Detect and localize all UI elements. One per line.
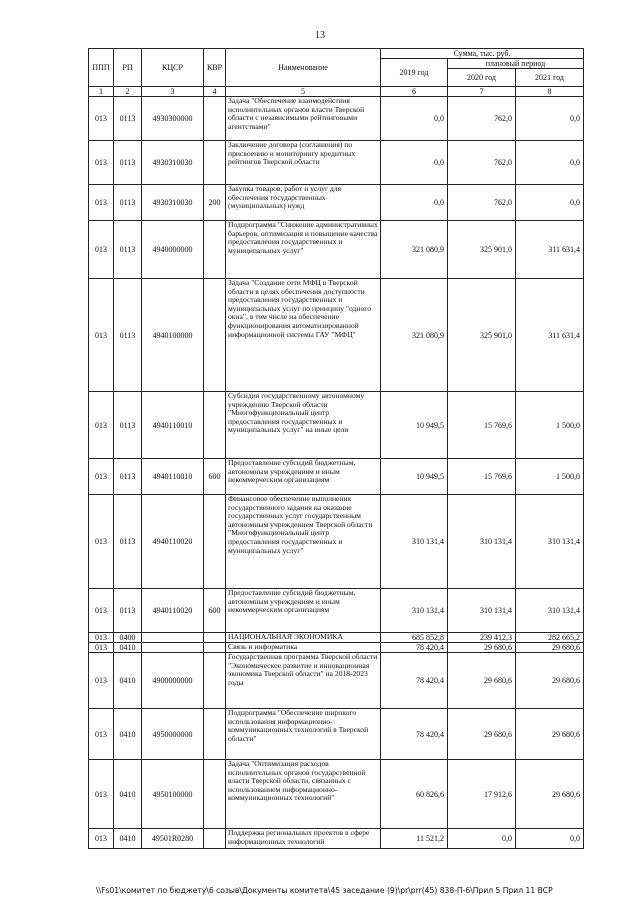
cell-name: Подпрограмма "Снижение административных барьеров, оптимизация и повышение качества предоставления государственных и муниципальных услуг"	[226, 221, 381, 279]
cell-rp: 0113	[114, 97, 142, 141]
cell-v2019: 0,0	[381, 97, 448, 141]
table-row	[89, 495, 584, 589]
table-row	[89, 643, 584, 653]
cell-ppp: 013	[89, 279, 114, 392]
col-plan-period: плановый период	[448, 59, 584, 69]
col-sum: Сумма, тыс. руб.	[381, 49, 584, 59]
cell-kvr	[204, 633, 226, 643]
table-body	[89, 97, 584, 849]
cell-name: Заключение договора (соглашения) по присвоению и мониторингу кредитных рейтингов Тверской области	[226, 141, 381, 185]
cell-kvr	[204, 709, 226, 760]
footer-file-path: \\Fs01\комитет по бюджету\6 созыв\Документы комитета\45 заседание (9)\pr\prr(45) 838-П-6\Прил 5 Прил 11 ВСР	[96, 886, 553, 895]
cell-ppp: 013	[89, 97, 114, 141]
index-cell: 2	[114, 87, 142, 97]
cell-kcsr: 4940110020	[142, 589, 204, 633]
cell-name: Финансовое обеспечение выполнения государственного задания на оказание государственных услуг государственным автономным учреждением Тверской области "Многофункциональный центр предоставления государственных и муниципальных услуг"	[226, 495, 381, 589]
cell-kvr	[204, 760, 226, 829]
cell-kcsr: 4930310030	[142, 185, 204, 221]
table-row	[89, 709, 584, 760]
cell-v2019: 11 521,2	[381, 829, 448, 849]
cell-v2020: 15 769,6	[448, 459, 516, 495]
cell-v2020: 15 769,6	[448, 392, 516, 459]
cell-kcsr: 49501R0280	[142, 829, 204, 849]
cell-v2021: 0,0	[516, 185, 584, 221]
cell-v2019: 60 826,6	[381, 760, 448, 829]
col-kcsr: КЦСР	[142, 49, 204, 87]
cell-v2020: 325 901,0	[448, 279, 516, 392]
cell-name: Поддержка региональных проектов в сфере информационных технологий	[226, 829, 381, 849]
cell-v2020: 762,0	[448, 185, 516, 221]
cell-name: Закупка товаров, работ и услуг для обеспечения государственных (муниципальных) нужд	[226, 185, 381, 221]
cell-kcsr: 4930310030	[142, 141, 204, 185]
cell-kcsr: 4950000000	[142, 709, 204, 760]
cell-ppp: 013	[89, 643, 114, 653]
cell-kvr	[204, 392, 226, 459]
cell-v2020: 310 131,4	[448, 495, 516, 589]
cell-name: Задача "Создание сети МФЦ в Тверской области в целях обеспечения доступности предоставления государственных и муниципальных услуг по принципу "одного окна", в том числе на обеспечение функционирования автоматизированной информационной системы ГАУ "МФЦ"	[226, 279, 381, 392]
table-row	[89, 459, 584, 495]
index-cell: 8	[516, 87, 584, 97]
cell-kcsr	[142, 643, 204, 653]
cell-v2019: 78 420,4	[381, 643, 448, 653]
cell-name: Субсидия государственному автономному учреждению Тверской области "Многофункциональный центр предоставления государственных и муниципальных услуг" на иные цели	[226, 392, 381, 459]
cell-v2021: 1 500,0	[516, 459, 584, 495]
cell-v2019: 310 131,4	[381, 495, 448, 589]
cell-ppp: 013	[89, 141, 114, 185]
col-rp: РП	[114, 49, 142, 87]
cell-v2019: 10 949,5	[381, 392, 448, 459]
index-cell: 1	[89, 87, 114, 97]
col-ppp: ППП	[89, 49, 114, 87]
cell-v2021: 0,0	[516, 97, 584, 141]
cell-kvr	[204, 643, 226, 653]
col-name: Наименование	[226, 49, 381, 87]
table-row	[89, 589, 584, 633]
cell-rp: 0400	[114, 633, 142, 643]
cell-kvr	[204, 141, 226, 185]
table-row	[89, 141, 584, 185]
cell-ppp: 013	[89, 185, 114, 221]
cell-v2019: 0,0	[381, 141, 448, 185]
col-2019: 2019 год	[381, 59, 448, 87]
page-number: 13	[315, 30, 325, 41]
cell-kcsr: 4940000000	[142, 221, 204, 279]
col-2021: 2021 год	[516, 69, 584, 87]
cell-v2020: 762,0	[448, 97, 516, 141]
cell-rp: 0113	[114, 141, 142, 185]
cell-kcsr: 4940110010	[142, 392, 204, 459]
cell-v2020: 0,0	[448, 829, 516, 849]
table-row	[89, 279, 584, 392]
cell-ppp: 013	[89, 392, 114, 459]
cell-rp: 0113	[114, 495, 142, 589]
cell-rp: 0113	[114, 459, 142, 495]
cell-v2021: 311 631,4	[516, 279, 584, 392]
cell-kvr	[204, 495, 226, 589]
cell-v2019: 685 852,8	[381, 633, 448, 643]
cell-kvr	[204, 279, 226, 392]
cell-v2019: 321 080,9	[381, 279, 448, 392]
table-row	[89, 392, 584, 459]
cell-kcsr: 4940110010	[142, 459, 204, 495]
cell-ppp: 013	[89, 221, 114, 279]
cell-v2021: 29 680,6	[516, 653, 584, 709]
cell-v2021: 0,0	[516, 141, 584, 185]
table-row	[89, 760, 584, 829]
cell-rp: 0410	[114, 709, 142, 760]
table-row	[89, 97, 584, 141]
cell-v2019: 310 131,4	[381, 589, 448, 633]
cell-rp: 0113	[114, 185, 142, 221]
cell-ppp: 013	[89, 709, 114, 760]
cell-rp: 0410	[114, 653, 142, 709]
table-row	[89, 829, 584, 849]
cell-v2020: 762,0	[448, 141, 516, 185]
cell-kcsr: 4940100000	[142, 279, 204, 392]
cell-ppp: 013	[89, 495, 114, 589]
cell-rp: 0113	[114, 279, 142, 392]
cell-rp: 0410	[114, 829, 142, 849]
cell-v2020: 325 901,0	[448, 221, 516, 279]
cell-v2021: 29 680,6	[516, 709, 584, 760]
cell-kvr: 200	[204, 185, 226, 221]
cell-kvr: 600	[204, 459, 226, 495]
table-row	[89, 633, 584, 643]
cell-v2021: 310 131,4	[516, 589, 584, 633]
cell-name: Государственная программа Тверской области "Экономическое развитие и инновационная экономика Тверской области" на 2018-2023 годы	[226, 653, 381, 709]
cell-name: Предоставление субсидий бюджетным, автономным учреждениям и иным некоммерческим организациям	[226, 589, 381, 633]
cell-v2021: 1 500,0	[516, 392, 584, 459]
cell-kvr	[204, 829, 226, 849]
index-row	[89, 87, 584, 97]
cell-v2021: 0,0	[516, 829, 584, 849]
cell-v2021: 311 631,4	[516, 221, 584, 279]
cell-v2020: 29 680,6	[448, 643, 516, 653]
cell-ppp: 013	[89, 459, 114, 495]
cell-kcsr: 4900000000	[142, 653, 204, 709]
cell-v2019: 321 080,9	[381, 221, 448, 279]
cell-kcsr: 4940110020	[142, 495, 204, 589]
budget-table	[88, 48, 584, 849]
cell-v2020: 310 131,4	[448, 589, 516, 633]
cell-ppp: 013	[89, 760, 114, 829]
table-row	[89, 653, 584, 709]
cell-rp: 0113	[114, 221, 142, 279]
cell-v2020: 239 412,3	[448, 633, 516, 643]
cell-kvr: 600	[204, 589, 226, 633]
cell-ppp: 013	[89, 589, 114, 633]
cell-name: Задача "Оптимизация расходов исполнительных органов государственной власти Тверской области, связанных с использованием информационно-коммуникационных технологий"	[226, 760, 381, 829]
cell-ppp: 013	[89, 633, 114, 643]
cell-name: НАЦИОНАЛЬНАЯ ЭКОНОМИКА	[226, 633, 381, 643]
index-cell: 3	[142, 87, 204, 97]
cell-v2019: 78 420,4	[381, 653, 448, 709]
cell-v2019: 10 949,5	[381, 459, 448, 495]
cell-name: Связь и информатика	[226, 643, 381, 653]
col-2020: 2020 год	[448, 69, 516, 87]
cell-name: Задача "Обеспечение взаимодействия исполнительных органов власти Тверской области с независимыми рейтинговыми агентствами"	[226, 97, 381, 141]
cell-name: Подпрограмма "Обеспечение широкого использования информационно-коммуникационных технологий в Тверской области"	[226, 709, 381, 760]
cell-v2021: 282 665,2	[516, 633, 584, 643]
cell-v2021: 310 131,4	[516, 495, 584, 589]
cell-rp: 0113	[114, 589, 142, 633]
cell-v2021: 29 680,6	[516, 643, 584, 653]
cell-kcsr: 4950100000	[142, 760, 204, 829]
cell-kcsr	[142, 633, 204, 643]
cell-kvr	[204, 653, 226, 709]
cell-kvr	[204, 97, 226, 141]
cell-v2019: 0,0	[381, 185, 448, 221]
cell-v2020: 29 680,6	[448, 653, 516, 709]
index-cell: 6	[381, 87, 448, 97]
table-row	[89, 185, 584, 221]
col-kvr: КВР	[204, 49, 226, 87]
cell-rp: 0113	[114, 392, 142, 459]
cell-v2019: 78 420,4	[381, 709, 448, 760]
cell-kvr	[204, 221, 226, 279]
table-row	[89, 221, 584, 279]
index-cell: 5	[226, 87, 381, 97]
cell-rp: 0410	[114, 760, 142, 829]
index-cell: 4	[204, 87, 226, 97]
index-cell: 7	[448, 87, 516, 97]
cell-rp: 0410	[114, 643, 142, 653]
cell-ppp: 013	[89, 653, 114, 709]
cell-v2020: 17 912,6	[448, 760, 516, 829]
cell-v2020: 29 680,6	[448, 709, 516, 760]
cell-name: Предоставление субсидий бюджетным, автономным учреждениям и иным некоммерческим организациям	[226, 459, 381, 495]
cell-ppp: 013	[89, 829, 114, 849]
cell-v2021: 29 680,6	[516, 760, 584, 829]
cell-kcsr: 4930300000	[142, 97, 204, 141]
